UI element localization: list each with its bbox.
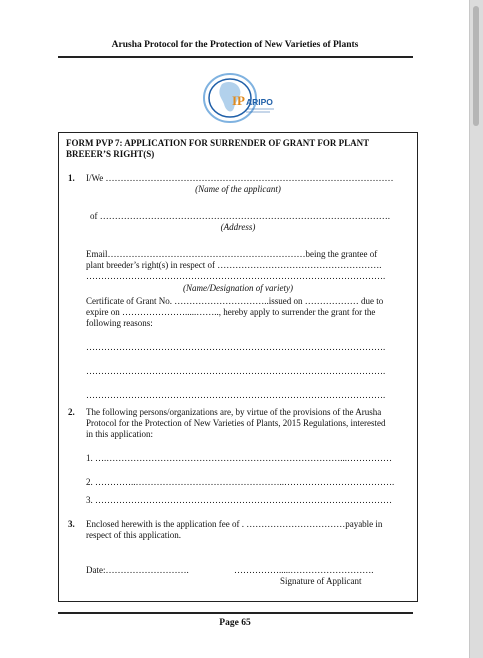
address-caption: (Address) <box>220 222 256 232</box>
date-line: Date:………………………. <box>86 565 189 575</box>
applicant-name-line: I/We …………………………………………………………………………………… <box>86 173 394 183</box>
form-title-line1: FORM PVP 7: APPLICATION FOR SURRENDER OF GRANT FOR PLANT <box>66 138 370 148</box>
reason-blank-3: ………………………………………………………………………………………. <box>86 390 386 400</box>
interested-party-2: 2. …………..…………………………………………..………………………………. <box>86 477 395 487</box>
reasons-label: following reasons: <box>86 318 153 328</box>
reason-blank-1: ………………………………………………………………………………………. <box>86 342 386 352</box>
page-number: Page 65 <box>219 618 251 628</box>
section-1-number: 1. <box>68 173 75 183</box>
section-2-text-line2: Protocol for the Protection of New Varieties of Plants, 2015 Regulations, interested <box>86 418 386 428</box>
aripo-logo <box>200 70 280 126</box>
signature-caption: Signature of Applicant <box>280 576 362 586</box>
scrollbar-thumb[interactable] <box>473 6 479 126</box>
logo-aripo-text: ARIPO <box>246 97 273 107</box>
expire-line: expire on ………………….....…….., hereby apply to surrender the grant for the <box>86 307 376 317</box>
interested-party-3: 3. ……………………………………………………………………………………… <box>86 495 392 505</box>
variety-caption: (Name/Designation of variety) <box>183 283 293 293</box>
plant-breeder-line: plant breeder’s right(s) in respect of ………………………………………………. <box>86 260 382 270</box>
interested-party-1: 1. ….……………………………………………………………………...…………… <box>86 453 392 463</box>
email-line: Email…………………………………………………………being the grantee of <box>86 249 378 259</box>
signature-line: …………….....………………………. <box>234 565 374 575</box>
page-header-title: Arusha Protocol for the Protection of New Varieties of Plants <box>111 40 359 50</box>
section-2-text-line1: The following persons/organizations are, by virtue of the provisions of the Arusha <box>86 407 382 417</box>
section-2-number: 2. <box>68 407 75 417</box>
form-title-line2: BREEER’S RIGHT(S) <box>66 149 155 159</box>
variety-dots-line: ………………………………………………………………………………………. <box>86 271 386 281</box>
logo-ip-text: IP <box>232 93 245 108</box>
reason-blank-2: ………………………………………………………………………………………. <box>86 366 386 376</box>
certificate-line: Certificate of Grant No. …………………………..issued on ……………… due to <box>86 296 384 306</box>
fee-line: Enclosed herewith is the application fee of . ……………………………payable in <box>86 519 383 529</box>
section-3-number: 3. <box>68 519 75 529</box>
applicant-name-caption: (Name of the applicant) <box>195 184 281 194</box>
vertical-scrollbar[interactable] <box>469 0 483 658</box>
fee-line-2: respect of this application. <box>86 530 181 540</box>
footer-rule <box>58 612 413 614</box>
section-2-text-line3: in this application: <box>86 429 153 439</box>
address-line: of ……………………………………………………………………………………. <box>90 211 390 221</box>
header-rule <box>58 56 413 58</box>
